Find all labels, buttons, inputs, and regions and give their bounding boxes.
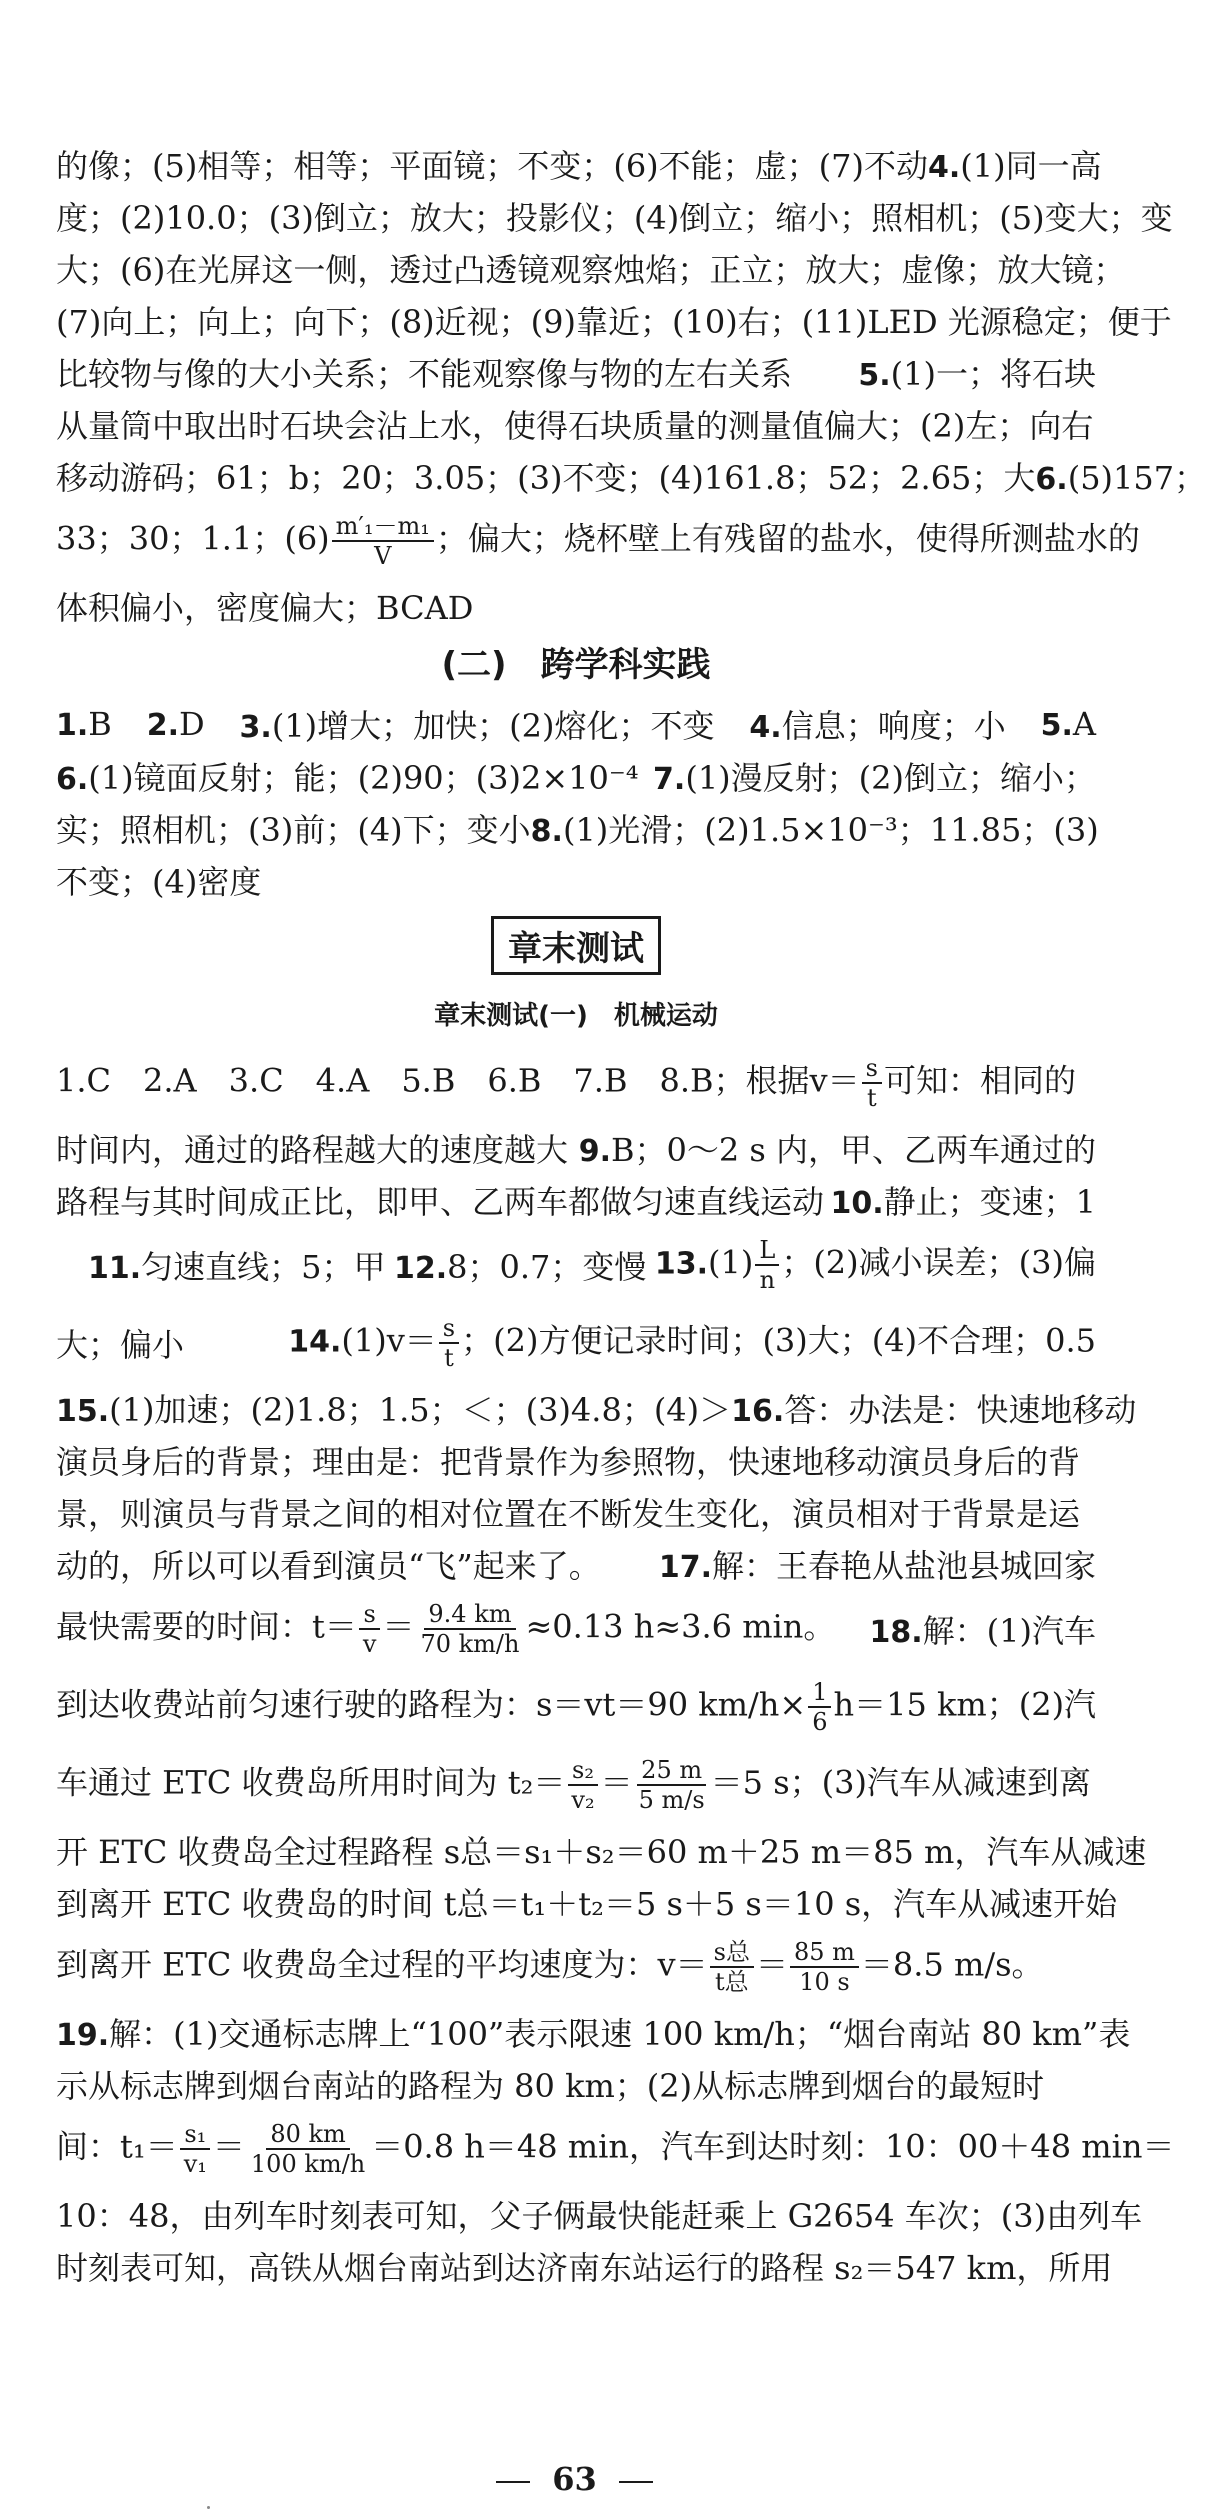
- text-line: 1.C 2.A 3.C 4.A 5.B 6.B 7.B 8.B；根据v＝ $\frac{s}{t}$ 可知：相同的: [56, 1054, 1076, 1112]
- text-line: 大；偏小 14.(1)v＝ $\frac{s}{t}$ ；(2)方便记录时间；(3)大；(4)不合理；0.5: [56, 1314, 1096, 1372]
- text-line: 到离开 ETC 收费岛全过程的平均速度为：v＝ $\frac{\text{s总}}{\text{t总}}$ ＝ $\frac{85 m}{10 s}$ ＝8.5 m/s。: [56, 1938, 1044, 1996]
- section-title: (二) 跨学科实践: [441, 645, 711, 685]
- text-line: 从量筒中取出时石块会沾上水，使得石块质量的测量值偏大；(2)左；向右: [56, 407, 1094, 445]
- fraction: $\frac{s}{t}$: [862, 1054, 882, 1112]
- fraction: $\frac{s}{t}$: [439, 1314, 459, 1372]
- text-line: 路程与其时间成正比，即甲、乙两车都做匀速直线运动 10.静止；变速；1: [56, 1183, 1096, 1221]
- text-line: 最快需要的时间：t＝ $\frac{s}{v}$ ＝ $\frac{9.4 km}{70 km/h}$ ≈0.13 h≈3.6 min。 18.解：(1)汽车: [56, 1600, 1096, 1658]
- text-line: 33；30；1.1；(6) $\frac{\text{m′₁－m₁}}{V}$ ；偏大；烧杯壁上有残留的盐水，使得所测盐水的: [56, 512, 1140, 570]
- text-line: 体积偏小，密度偏大；BCAD: [56, 589, 474, 627]
- text-line: 时间内，通过的路程越大的速度越大 9.B；0～2 s 内，甲、乙两车通过的: [56, 1131, 1096, 1169]
- fraction: $\frac{L}{n}$: [755, 1236, 779, 1294]
- chapter-test-heading: 章末测试: [491, 916, 661, 975]
- fraction: $\frac{80 km}{100 km/h}$: [250, 2120, 366, 2178]
- text-line: 示从标志牌到烟台南站的路程为 80 km；(2)从标志牌到烟台的最短时: [56, 2067, 1045, 2105]
- text-line: (7)向上；向上；向下；(8)近视；(9)靠近；(10)右；(11)LED 光源稳定；便于: [56, 303, 1172, 341]
- text-line: 6.(1)镜面反射；能；(2)90；(3)2×10⁻⁴ 7.(1)漫反射；(2)倒立；缩小；: [56, 759, 1096, 797]
- fraction: $\frac{25 m}{5 m/s}$: [638, 1756, 705, 1814]
- fraction: $\frac{\text{s总}}{\text{t总}}$: [710, 1938, 754, 1996]
- text-line: 大；(6)在光屏这一侧，透过凸透镜观察烛焰；正立；放大；虚像；放大镜；: [56, 251, 1126, 289]
- text-line: 到离开 ETC 收费岛的时间 t总＝t₁＋t₂＝5 s＋5 s＝10 s，汽车从减速开始: [56, 1885, 1118, 1923]
- answer-page: [56, 138, 1206, 2292]
- text-line: 开 ETC 收费岛全过程路程 s总＝s₁＋s₂＝60 m＋25 m＝85 m，汽车从减速: [56, 1833, 1147, 1871]
- text-line: 1.B 2.D 3.(1)增大；加快；(2)熔化；不变 4.信息；响度；小 5.A: [56, 705, 1096, 745]
- fraction: $\frac{9.4 km}{70 km/h}$: [420, 1600, 520, 1658]
- text-line: 到达收费站前匀速行驶的路程为：s＝vt＝90 km/h× $\frac{1}{6}$ h＝15 km；(2)汽: [56, 1678, 1097, 1736]
- chapter-test-subtitle: 章末测试(一) 机械运动: [434, 1001, 718, 1031]
- text-line: 不变；(4)密度: [56, 863, 262, 901]
- text-line: 间：t₁＝ $\frac{\text{s₁}}{\text{v₁}}$ ＝ $\frac{80 km}{100 km/h}$ ＝0.8 h＝48 min，汽车到达时刻：10：00＋48 min＝: [56, 2120, 1175, 2178]
- fraction: $\frac{\text{s₁}}{\text{v₁}}$: [180, 2120, 211, 2178]
- fraction: $\frac{85 m}{10 s}$: [790, 1938, 859, 1996]
- fraction: $\frac{s}{v}$: [359, 1600, 381, 1658]
- fraction: $\frac{\text{m′₁－m₁}}{V}$: [332, 512, 434, 570]
- text-line: 实；照相机；(3)前；(4)下；变小 8.(1)光滑；(2)1.5×10⁻³；11.85；(3): [56, 811, 1099, 849]
- text-line: 10：48，由列车时刻表可知，父子俩最快能赶乘上 G2654 车次；(3)由列车: [56, 2197, 1143, 2235]
- text-line: 移动游码；61；b；20；3.05；(3)不变；(4)161.8；52；2.65；大 6.(5)157；: [56, 459, 1206, 497]
- text-line: 时刻表可知，高铁从烟台南站到达济南东站运行的路程 s₂＝547 km，所用: [56, 2249, 1113, 2287]
- text-line: 度；(2)10.0；(3)倒立；放大；投影仪；(4)倒立；缩小；照相机；(5)变大；变: [56, 199, 1173, 237]
- text-line: 比较物与像的大小关系；不能观察像与物的左右关系 5.(1)一；将石块: [56, 355, 1096, 393]
- page-number: 63: [0, 2460, 1149, 2498]
- text-line: 15.(1)加速；(2)1.8；1.5；＜；(3)4.8；(4)＞ 16.答：办法是：快速地移动: [56, 1391, 1137, 1429]
- text-line: 的像；(5)相等；相等；平面镜；不变；(6)不能；虚；(7)不动 4.(1)同一高: [56, 147, 1102, 185]
- text-line: 景，则演员与背景之间的相对位置在不断发生变化，演员相对于背景是运: [56, 1495, 1081, 1533]
- text-line: 演员身后的背景；理由是：把背景作为参照物，快速地移动演员身后的背: [56, 1443, 1081, 1481]
- text-line: 动的，所以可以看到演员“飞”起来了。 17.解：王春艳从盐池县城回家: [56, 1547, 1096, 1585]
- text-line: 11.匀速直线；5；甲 12.8；0.7；变慢 13.(1) $\frac{L}{n}$ ；(2)减小误差；(3)偏: [88, 1236, 1096, 1294]
- text-line: 19.解：(1)交通标志牌上“100”表示限速 100 km/h；“烟台南站 80 km”表: [56, 2015, 1131, 2053]
- fraction: $\frac{1}{6}$: [808, 1678, 831, 1736]
- fraction: $\frac{\text{s₂}}{\text{v₂}}$: [567, 1756, 598, 1814]
- text-line: 车通过 ETC 收费岛所用时间为 t₂＝ $\frac{\text{s₂}}{\text{v₂}}$ ＝ $\frac{25 m}{5 m/s}$ ＝5 s；(3)汽车从减速到离: [56, 1756, 1091, 1814]
